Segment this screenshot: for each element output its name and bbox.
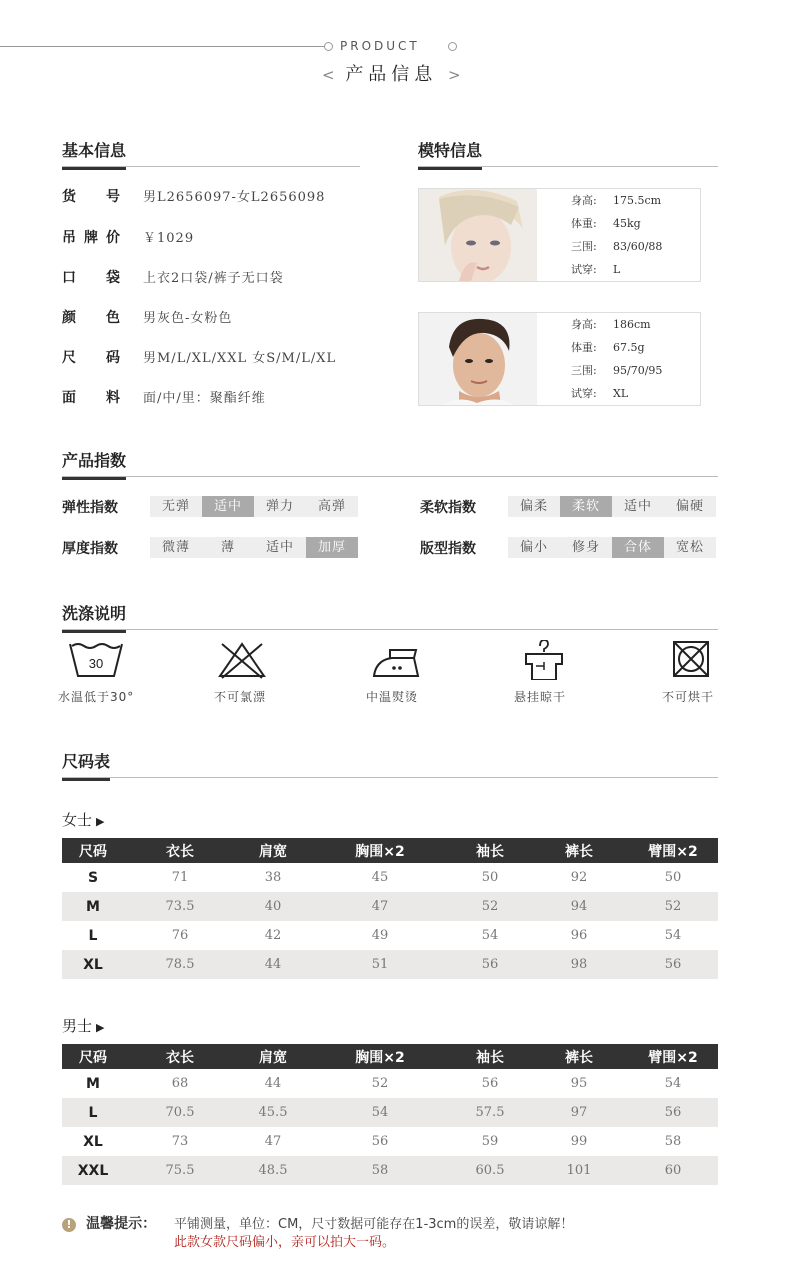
play-arrow-icon: ▶ [96,1021,105,1034]
table-cell: 60 [664,1163,682,1178]
table-cell: 59 [481,1134,499,1149]
tip-block [62,1213,156,1233]
stat-value: XL [613,387,629,400]
stat-key: 身高: [571,318,597,331]
play-arrow-icon: ▶ [96,815,105,828]
model-photo-male [419,313,537,405]
stat-value: L [613,263,621,276]
women-label-wrap [62,809,104,830]
index-option: 偏柔 [508,496,560,517]
index-label-fit: 版型指数 [420,541,476,557]
table-cell: 75.5 [165,1163,195,1178]
basic-value: 面/中/里：聚酯纤维 [143,391,266,406]
index-options-elasticity [150,496,358,517]
table-cell: 58 [664,1134,682,1149]
table-header-cell: 尺码 [79,1049,107,1066]
hang-dry-icon [516,640,572,680]
table-cell: 51 [371,957,389,972]
women-size-table [62,838,718,979]
table-cell: 56 [664,957,682,972]
index-title: 产品指数 [62,448,126,480]
table-cell: 48.5 [258,1163,288,1178]
header-rule [0,46,325,47]
bracket-right: > [448,66,461,84]
table-cell: XL [83,956,103,973]
table-cell: 52 [664,899,682,914]
table-cell: 95 [570,1076,588,1091]
table-row [62,1127,718,1156]
table-header-row [62,838,718,863]
index-label-elasticity: 弹性指数 [62,500,118,516]
table-row [62,1069,718,1098]
index-option: 偏小 [508,537,560,558]
table-cell: 58 [371,1163,389,1178]
table-cell: S [87,869,99,886]
model-rule [418,166,718,167]
index-option: 加厚 [306,537,358,558]
table-cell: 45 [371,870,389,885]
stat-value: 175.5cm [613,194,662,207]
tip-line-2: 此款女款尺码偏小，亲可以拍大一码。 [174,1235,396,1250]
table-cell: 54 [664,1076,682,1091]
model-title: 模特信息 [418,138,482,170]
wash-label: 不可烘干 [662,690,715,704]
basic-label: 口袋 [62,270,120,286]
table-cell: 71 [171,870,189,885]
table-cell: L [88,1104,98,1121]
index-option: 薄 [202,537,254,558]
table-row [62,1098,718,1127]
table-cell: 99 [570,1134,588,1149]
model-stats-female [571,189,662,281]
table-cell: 54 [371,1105,389,1120]
stat-value: 45kg [613,217,641,230]
table-cell: 57.5 [475,1105,505,1120]
index-option: 宽松 [664,537,716,558]
table-cell: 52 [481,899,499,914]
index-option: 微薄 [150,537,202,558]
table-cell: 56 [371,1134,389,1149]
header-en: PRODUCT [340,39,420,53]
table-cell: 47 [264,1134,282,1149]
stat-value: 95/70/95 [613,364,663,377]
table-header-cell: 裤长 [565,843,593,860]
table-row [62,892,718,921]
index-option: 修身 [560,537,612,558]
table-cell: 101 [566,1163,592,1178]
table-cell: 94 [570,899,588,914]
no-tumble-dry-icon [664,640,720,680]
table-cell: 38 [264,870,282,885]
table-header-cell: 胸围×2 [355,1049,405,1066]
model-card-male [418,312,701,406]
table-cell: 42 [264,928,282,943]
table-cell: 44 [264,1076,282,1091]
table-cell: 56 [481,957,499,972]
index-option: 适中 [202,496,254,517]
table-cell: XL [83,1133,103,1150]
basic-value: 男L2656097-女L2656098 [143,190,326,205]
wash-title: 洗涤说明 [62,601,126,633]
table-cell: M [86,898,100,915]
model-stats-male [571,313,662,405]
sizes-title: 尺码表 [62,749,110,781]
stat-value: 83/60/88 [613,240,663,253]
table-header-cell: 袖长 [476,1049,504,1066]
table-cell: 47 [371,899,389,914]
table-cell: 56 [481,1076,499,1091]
tip-label: 温馨提示： [86,1216,157,1232]
iron-medium-icon [368,640,424,680]
table-cell: 40 [264,899,282,914]
table-row [62,863,718,892]
index-option: 高弹 [306,496,358,517]
info-icon: ! [62,1218,76,1232]
table-header-cell: 臂围×2 [648,843,698,860]
basic-label: 颜色 [62,310,120,326]
table-cell: 76 [171,928,189,943]
table-cell: 49 [371,928,389,943]
index-options-softness [508,496,716,517]
basic-label: 面料 [62,390,120,406]
table-header-cell: 肩宽 [259,843,287,860]
table-cell: 44 [264,957,282,972]
table-cell: 54 [664,928,682,943]
table-cell: 73 [171,1134,189,1149]
wash-label: 不可氯漂 [214,690,267,704]
no-bleach-icon [214,640,270,680]
table-row [62,921,718,950]
table-cell: 97 [570,1105,588,1120]
index-option: 合体 [612,537,664,558]
header-cn-wrap [322,60,461,86]
tip-line-1: 平铺测量，单位：CM，尺寸数据可能存在1-3cm的误差，敬请谅解！ [174,1217,574,1232]
table-header-cell: 肩宽 [259,1049,287,1066]
header-cn: 产品信息 [345,64,438,85]
table-row [62,1156,718,1185]
index-option: 柔软 [560,496,612,517]
women-label: 女士 [62,811,93,829]
basic-value: 上衣2口袋/裤子无口袋 [143,271,284,286]
table-header-cell: 胸围×2 [355,843,405,860]
stat-key: 体重: [571,341,597,354]
sizes-rule [62,777,718,778]
table-cell: 92 [570,870,588,885]
table-cell: L [88,927,98,944]
wash-label: 水温低于30° [58,690,135,704]
basic-title: 基本信息 [62,138,126,170]
table-cell: XXL [77,1162,109,1179]
stat-key: 体重: [571,217,597,230]
table-header-cell: 尺码 [79,843,107,860]
wash-30-icon [68,640,124,680]
table-header-cell: 裤长 [565,1049,593,1066]
table-header-cell: 袖长 [476,843,504,860]
basic-rule [62,166,360,167]
index-option: 适中 [612,496,664,517]
basic-value: 男灰色-女粉色 [143,311,233,326]
stat-key: 三围: [571,240,597,253]
model-photo-female [419,189,537,281]
wash-rule [62,629,718,630]
index-label-thickness: 厚度指数 [62,541,118,557]
index-options-fit [508,537,716,558]
table-cell: 96 [570,928,588,943]
wash-label: 悬挂晾干 [514,690,567,704]
men-label-wrap [62,1015,104,1036]
table-row [62,950,718,979]
stat-key: 试穿: [571,263,597,276]
table-cell: 54 [481,928,499,943]
header-circle-left [324,42,333,51]
table-cell: 52 [371,1076,389,1091]
index-option: 无弹 [150,496,202,517]
index-option: 弹力 [254,496,306,517]
index-options-thickness [150,537,358,558]
stat-value: 186cm [613,318,651,331]
model-card-female [418,188,701,282]
wash-label: 中温熨烫 [366,690,419,704]
index-option: 偏硬 [664,496,716,517]
basic-value: ￥1029 [143,231,195,246]
table-cell: 73.5 [165,899,195,914]
stat-value: 67.5g [613,341,645,354]
basic-label: 货号 [62,189,120,205]
basic-label: 吊牌价 [62,230,120,246]
table-header-cell: 衣长 [166,1049,194,1066]
index-label-softness: 柔软指数 [420,500,476,516]
men-size-table [62,1044,718,1185]
index-rule [62,476,718,477]
table-header-cell: 衣长 [166,843,194,860]
table-cell: 70.5 [165,1105,195,1120]
bracket-left: < [322,66,335,84]
table-header-cell: 臂围×2 [648,1049,698,1066]
table-cell: 68 [171,1076,189,1091]
basic-value: 男M/L/XL/XXL 女S/M/L/XL [143,351,337,366]
table-cell: 56 [664,1105,682,1120]
table-header-row [62,1044,718,1069]
table-cell: 60.5 [475,1163,505,1178]
table-cell: 50 [664,870,682,885]
header-circle-right [448,42,457,51]
stat-key: 试穿: [571,387,597,400]
wash-temp-number: 30 [88,656,104,671]
table-cell: 78.5 [165,957,195,972]
basic-label: 尺码 [62,350,120,366]
stat-key: 三围: [571,364,597,377]
table-cell: 98 [570,957,588,972]
index-option: 适中 [254,537,306,558]
men-label: 男士 [62,1017,93,1035]
table-cell: 50 [481,870,499,885]
table-cell: 45.5 [258,1105,288,1120]
table-cell: M [86,1075,100,1092]
stat-key: 身高: [571,194,597,207]
